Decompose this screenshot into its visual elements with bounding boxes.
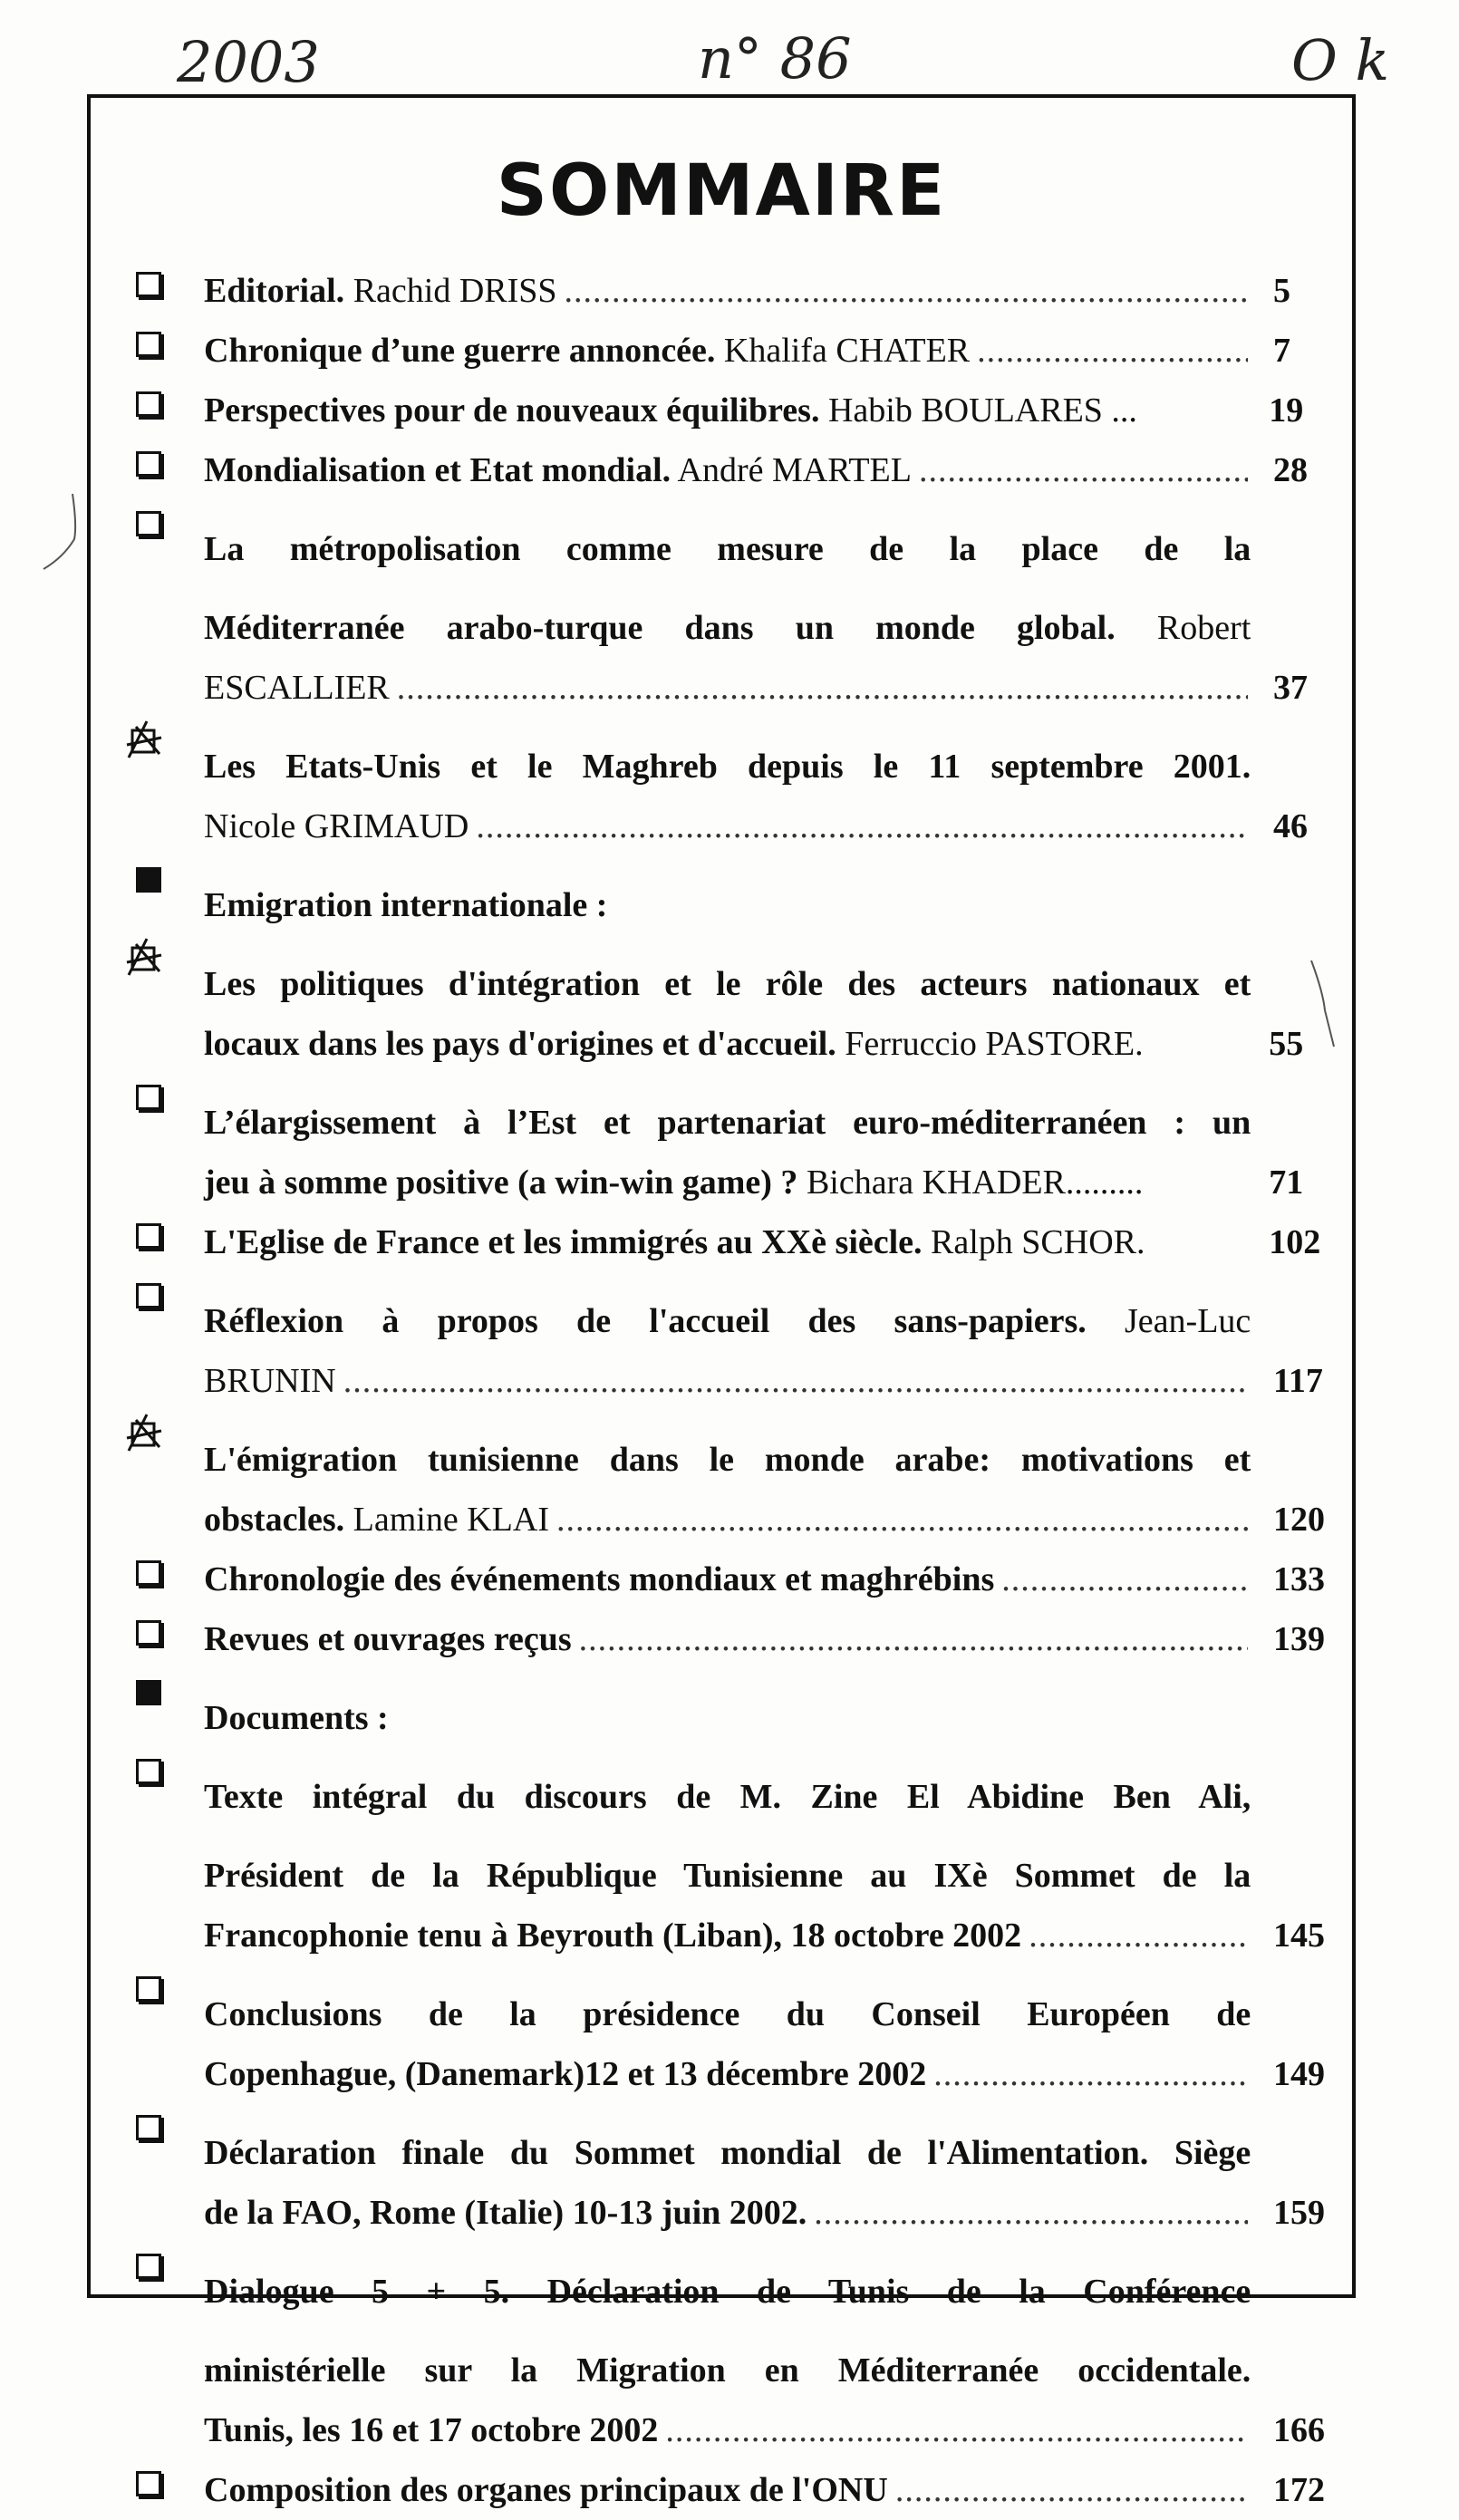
entry-text <box>204 2044 926 2104</box>
entry-title: Président de la République Tunisienne au IXè Sommet de la <box>204 1857 1251 1895</box>
entry-line <box>204 2044 1255 2104</box>
entry-line <box>204 658 1255 718</box>
entry-line <box>204 737 1251 797</box>
entry-line <box>204 321 1255 381</box>
entry-text <box>204 2460 888 2520</box>
entry-line <box>204 2123 1251 2183</box>
checkbox-icon <box>136 272 161 297</box>
checkbox-icon <box>136 332 161 357</box>
toc-entry[interactable] <box>136 935 1332 1074</box>
entry-author: Nicole GRIMAUD <box>204 807 469 845</box>
checkbox-icon <box>136 1620 161 1646</box>
entry-line <box>204 2460 1255 2520</box>
entry-line <box>204 1550 1255 1609</box>
entry-line <box>204 954 1251 1014</box>
entry-line <box>204 1490 1255 1550</box>
entry-title: locaux dans les pays d'origines et d'accueil. <box>204 1025 836 1063</box>
checkbox-icon <box>136 2115 161 2140</box>
entry-text <box>204 658 390 718</box>
checkbox-icon <box>136 1283 161 1308</box>
page-number: 71 <box>1269 1163 1304 1202</box>
page-number <box>1269 718 1332 777</box>
margin-stroke <box>36 489 82 571</box>
entry-author: André MARTEL <box>671 451 912 489</box>
entry-line <box>204 1984 1251 2044</box>
page-number <box>1269 1827 1332 1887</box>
entry-author: Ralph SCHOR. <box>922 1223 1145 1261</box>
entry-text <box>204 1550 994 1609</box>
page-number <box>1269 1411 1332 1471</box>
entry-text <box>204 1351 336 1411</box>
entry-title: La métropolisation comme mesure de la place de la <box>204 530 1251 568</box>
entry-title: Conclusions de la présidence du Conseil Européen de <box>204 1995 1251 2033</box>
dot-leader <box>476 797 1248 856</box>
section-bullet-icon <box>136 867 161 893</box>
entry-title: Perspectives pour de nouveaux équilibres. <box>204 391 820 430</box>
entry-line <box>204 381 1251 440</box>
entry-text <box>204 1153 1143 1212</box>
entry-text <box>204 1906 1021 1965</box>
toc-entry[interactable] <box>136 1669 1332 1748</box>
entry-text <box>204 2400 658 2460</box>
page-number <box>1269 2104 1332 2164</box>
entry-line <box>204 519 1251 579</box>
toc-entry[interactable] <box>136 440 1332 500</box>
checkbox-icon <box>136 391 161 417</box>
toc-entry[interactable] <box>136 2460 1332 2520</box>
toc-entry[interactable] <box>136 1609 1332 1669</box>
entry-text <box>204 2351 1251 2390</box>
entry-text <box>204 1104 1251 1142</box>
entry-text <box>204 1778 1251 1816</box>
toc-entry[interactable] <box>136 381 1332 440</box>
checkbox-icon <box>136 1976 161 2002</box>
entry-title: jeu à somme positive (a win-win game) ? <box>204 1163 798 1202</box>
entry-line <box>204 2400 1255 2460</box>
handwritten-year: 2003 <box>177 29 320 95</box>
checkbox-icon <box>136 1759 161 1784</box>
handwritten-ok: O k <box>1291 27 1390 93</box>
entry-text <box>204 1609 572 1669</box>
checked-box-icon <box>120 718 165 768</box>
dot-leader <box>933 2044 1248 2104</box>
entry-text <box>204 1441 1251 1479</box>
entry-author: Rachid DRISS <box>344 272 557 310</box>
entry-title: L’élargissement à l’Est et partenariat euro-méditerranéen : un <box>204 1104 1251 1142</box>
checkbox-icon <box>136 1085 161 1110</box>
toc-entry[interactable] <box>136 1074 1332 1212</box>
entry-line <box>204 1351 1255 1411</box>
entry-line <box>204 440 1255 500</box>
checkbox-icon <box>136 1560 161 1586</box>
toc-entry[interactable] <box>136 1411 1332 1550</box>
entry-text <box>204 1302 1251 1340</box>
entry-title: Tunis, les 16 et 17 octobre 2002 <box>204 2411 659 2449</box>
entry-line <box>204 1846 1251 1906</box>
entry-text <box>204 1490 549 1550</box>
entry-author: Khalifa CHATER <box>715 332 971 370</box>
dot-leader <box>1029 1906 1248 1965</box>
entry-line <box>204 1291 1251 1351</box>
entry-text <box>204 261 557 321</box>
entry-title: obstacles. <box>204 1501 345 1539</box>
entry-title: Réflexion à propos de l'accueil des sans-papiers. <box>204 1302 1087 1340</box>
checkbox-icon <box>136 2254 161 2279</box>
entry-title: Méditerranée arabo-turque dans un monde global. <box>204 609 1116 647</box>
dot-leader <box>565 261 1248 321</box>
entry-line <box>204 1430 1251 1490</box>
entry-title: de la FAO, Rome (Italie) 10-13 juin 2002. <box>204 2194 807 2232</box>
toc-entry[interactable] <box>136 1748 1332 1965</box>
entry-title: Composition des organes principaux de l'ONU <box>204 2471 888 2509</box>
entry-title: Francophonie tenu à Beyrouth (Liban), 18 octobre 2002 <box>204 1917 1022 1955</box>
entry-title: Emigration internationale : <box>204 886 608 924</box>
page-number: 102 <box>1269 1223 1321 1261</box>
entry-title: Texte intégral du discours de M. Zine El Abidine Ben Ali, <box>204 1778 1251 1816</box>
entry-title: Revues et ouvrages reçus <box>204 1620 572 1658</box>
entry-text <box>204 1995 1251 2033</box>
entry-title: Chronologie des événements mondiaux et maghrébins <box>204 1560 995 1598</box>
entry-title: Copenhague, (Danemark)12 et 13 décembre 2002 <box>204 2055 927 2093</box>
page-number: 166 <box>1273 2411 1325 2449</box>
toc-entry[interactable] <box>136 1272 1332 1411</box>
dot-leader <box>665 2400 1248 2460</box>
page-number: 7 <box>1273 332 1290 370</box>
page-number: 55 <box>1269 1025 1304 1063</box>
entry-line <box>204 598 1251 658</box>
page-number <box>1269 579 1332 639</box>
page-number <box>1269 1748 1332 1808</box>
entry-author: BRUNIN <box>204 1362 336 1400</box>
dot-leader <box>814 2183 1248 2243</box>
entry-text <box>204 2183 807 2243</box>
dot-leader <box>1001 1550 1248 1609</box>
dot-leader <box>977 321 1248 381</box>
entry-line <box>204 2262 1251 2322</box>
toc-entry[interactable] <box>136 321 1332 381</box>
dot-leader <box>397 658 1248 718</box>
entry-title: L'émigration tunisienne dans le monde arabe: motivations et <box>204 1441 1251 1479</box>
entry-line <box>204 1212 1251 1272</box>
entry-line <box>204 797 1255 856</box>
entry-text <box>204 748 1251 786</box>
page-number <box>1269 1272 1332 1332</box>
entry-text <box>204 875 607 935</box>
toc-entry[interactable] <box>136 856 1332 935</box>
dot-leader <box>895 2460 1248 2520</box>
entry-line <box>204 1767 1251 1827</box>
entry-text <box>204 1212 1145 1272</box>
entry-text <box>204 2273 1251 2311</box>
toc-entry[interactable] <box>136 1212 1332 1272</box>
page-number: 149 <box>1273 2055 1325 2093</box>
entry-text <box>204 1857 1251 1895</box>
toc-entry[interactable] <box>136 2243 1332 2460</box>
entry-text <box>204 2134 1251 2172</box>
toc-entry[interactable] <box>136 261 1332 321</box>
entry-line <box>204 875 1251 935</box>
entry-line <box>204 1014 1251 1074</box>
entry-title: L'Eglise de France et les immigrés au XXè siècle. <box>204 1223 923 1261</box>
entry-title: Chronique d’une guerre annoncée. <box>204 332 716 370</box>
entry-author: Jean-Luc <box>1086 1302 1251 1340</box>
entry-author: Bichara KHADER......... <box>797 1163 1144 1202</box>
toc-entry[interactable] <box>136 1550 1332 1609</box>
page-number: 117 <box>1273 1362 1323 1400</box>
entry-author: Ferruccio PASTORE. <box>836 1025 1144 1063</box>
toc-frame <box>87 94 1356 2509</box>
checkbox-icon <box>136 1223 161 1249</box>
toc-entry[interactable] <box>136 1965 1332 2104</box>
entry-author: Lamine KLAI <box>344 1501 549 1539</box>
page-number: 139 <box>1273 1620 1325 1658</box>
entry-title: Documents : <box>204 1699 389 1737</box>
dot-leader <box>919 440 1248 500</box>
checked-box-icon <box>120 1411 165 1462</box>
entry-text <box>204 609 1251 647</box>
entry-text <box>204 381 1137 440</box>
entry-title: Editorial. <box>204 272 345 310</box>
section-bullet-icon <box>136 1680 161 1705</box>
page-number: 133 <box>1273 1560 1325 1598</box>
page-number <box>1269 935 1332 995</box>
entry-text <box>204 1688 389 1748</box>
checkbox-icon <box>136 511 161 536</box>
entry-text <box>204 321 970 381</box>
entry-text <box>204 440 912 500</box>
page-number: 5 <box>1273 272 1290 310</box>
dot-leader <box>579 1609 1248 1669</box>
page-number <box>1269 1965 1332 2025</box>
entry-line <box>204 2341 1251 2400</box>
toc-list <box>136 261 1332 2520</box>
entry-author: Robert <box>1115 609 1251 647</box>
handwritten-issue-number: n° 86 <box>698 25 852 92</box>
entry-text <box>204 530 1251 568</box>
checkbox-icon <box>136 2471 161 2496</box>
entry-author: Habib BOULARES ... <box>819 391 1137 430</box>
entry-line <box>204 1153 1251 1212</box>
page-number <box>1269 500 1332 560</box>
entry-line <box>204 1609 1255 1669</box>
entry-line <box>204 2183 1255 2243</box>
checked-box-icon <box>120 935 165 986</box>
entry-title: Les Etats-Unis et le Maghreb depuis le 11 septembre 2001. <box>204 748 1251 786</box>
page-number: 145 <box>1273 1917 1325 1955</box>
entry-line <box>204 261 1255 321</box>
page-number <box>1269 856 1332 916</box>
checkbox-icon <box>136 451 161 477</box>
page-title: SOMMAIRE <box>496 150 947 232</box>
page-number <box>1269 2243 1332 2303</box>
entry-text <box>204 965 1251 1003</box>
entry-text <box>204 797 469 856</box>
page-number: 172 <box>1273 2471 1325 2509</box>
entry-line <box>204 1093 1251 1153</box>
entry-text <box>204 1014 1144 1074</box>
entry-line <box>204 1688 1251 1748</box>
entry-title: Dialogue 5 + 5. Déclaration de Tunis de la Conférence <box>204 2273 1251 2311</box>
page-number <box>1269 1669 1332 1729</box>
page-number: 28 <box>1273 451 1308 489</box>
entry-title: ministérielle sur la Migration en Méditerranée occidentale. <box>204 2351 1251 2390</box>
toc-entry[interactable] <box>136 500 1332 718</box>
dot-leader <box>343 1351 1248 1411</box>
entry-title: Les politiques d'intégration et le rôle des acteurs nationaux et <box>204 965 1251 1003</box>
page-number: 120 <box>1273 1501 1325 1539</box>
page-number: 46 <box>1273 807 1308 845</box>
page-number: 159 <box>1273 2194 1325 2232</box>
entry-line <box>204 1906 1255 1965</box>
entry-title: Mondialisation et Etat mondial. <box>204 451 672 489</box>
dot-leader <box>556 1490 1248 1550</box>
page-number <box>1269 2322 1332 2381</box>
page-number: 37 <box>1273 669 1308 707</box>
page-number: 19 <box>1269 391 1304 430</box>
entry-title: Déclaration finale du Sommet mondial de l'Alimentation. Siège <box>204 2134 1251 2172</box>
toc-entry[interactable] <box>136 718 1332 856</box>
toc-entry[interactable] <box>136 2104 1332 2243</box>
entry-author: ESCALLIER <box>204 669 390 707</box>
page-number <box>1269 1074 1332 1134</box>
